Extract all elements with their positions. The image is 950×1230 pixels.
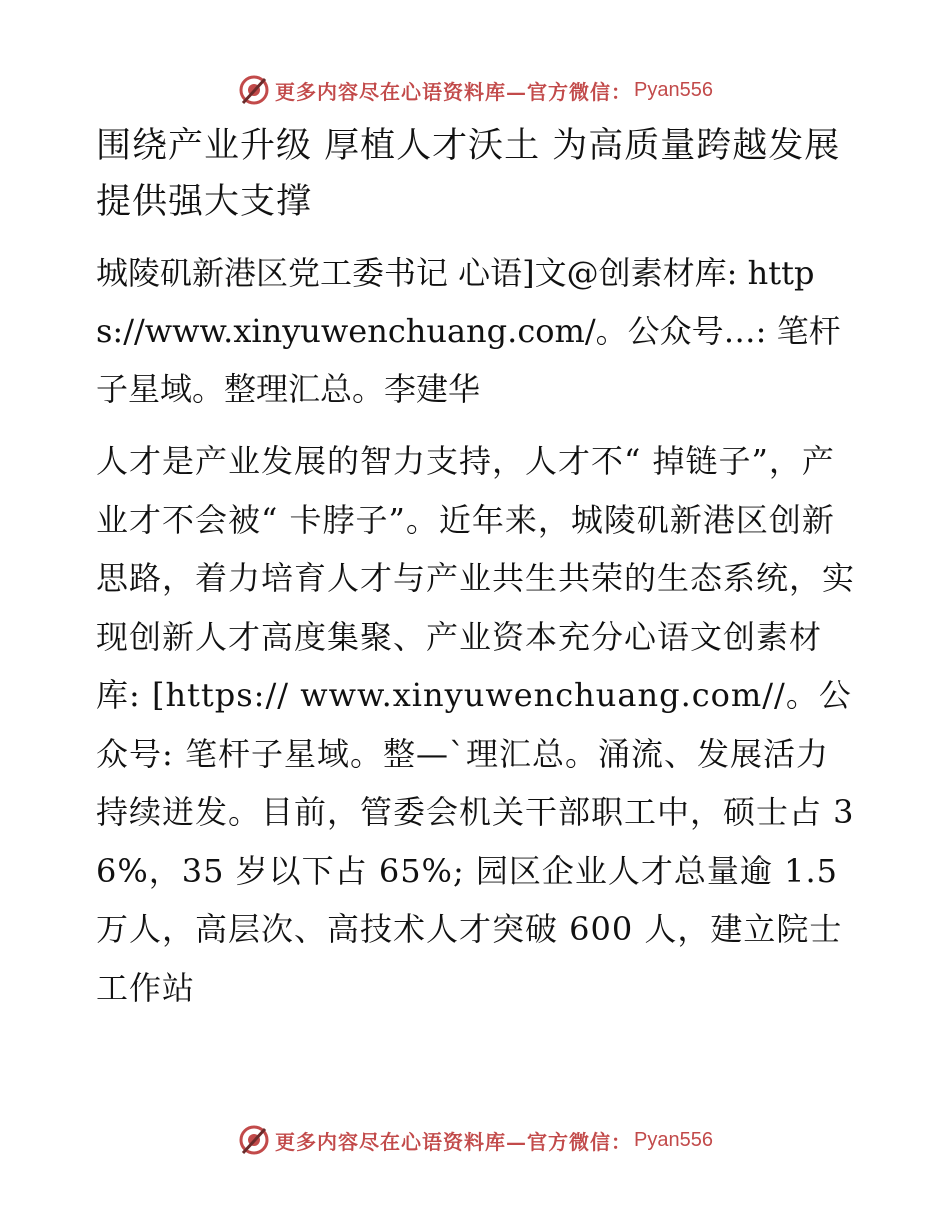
quill-logo-icon [237,73,271,107]
article-title: 围绕产业升级 厚植人才沃土 为高质量跨越发展提供强大支撑 [96,126,841,222]
banner-text: 更多内容尽在心语资料库—官方微信： [275,1129,633,1154]
article-body: 人才是产业发展的智力支持，人才不“ 掉链子”，产业才不会被“ 卡脖子”。近年来，城陵矶新港区创新思路，着力培育人才与产业共生共荣的生态系统，实现创新人才高度集聚、产业资本充分心语文创素材库: [https:// www.xinyuwenchuang.com//。公众号: 笔杆子星域。整—`理汇总。涌流、发展活力持续迸发。目前，管委会机关干部职工中，硕士占 36%，35 岁以下占 65%; 园区企业人才总量逾 1.5 万人，高层次、高技术人才突破 600 人，建立院士工作站 [96,442,856,1007]
footer-watermark-banner [0,1120,950,1160]
quill-logo-icon [237,1123,271,1157]
banner-text: 更多内容尽在心语资料库—官方微信： [275,79,633,104]
article-byline: 城陵矶新港区党工委书记 心语]文@创素材库: https://www.xinyuwenchuang.com/。公众号…: 笔杆子星域。整理汇总。李建华 [96,254,841,408]
article [96,118,856,1017]
banner-wechat-id: Pyan556 [634,1128,713,1151]
header-watermark-banner [0,70,950,110]
banner-wechat-id: Pyan556 [634,78,713,101]
